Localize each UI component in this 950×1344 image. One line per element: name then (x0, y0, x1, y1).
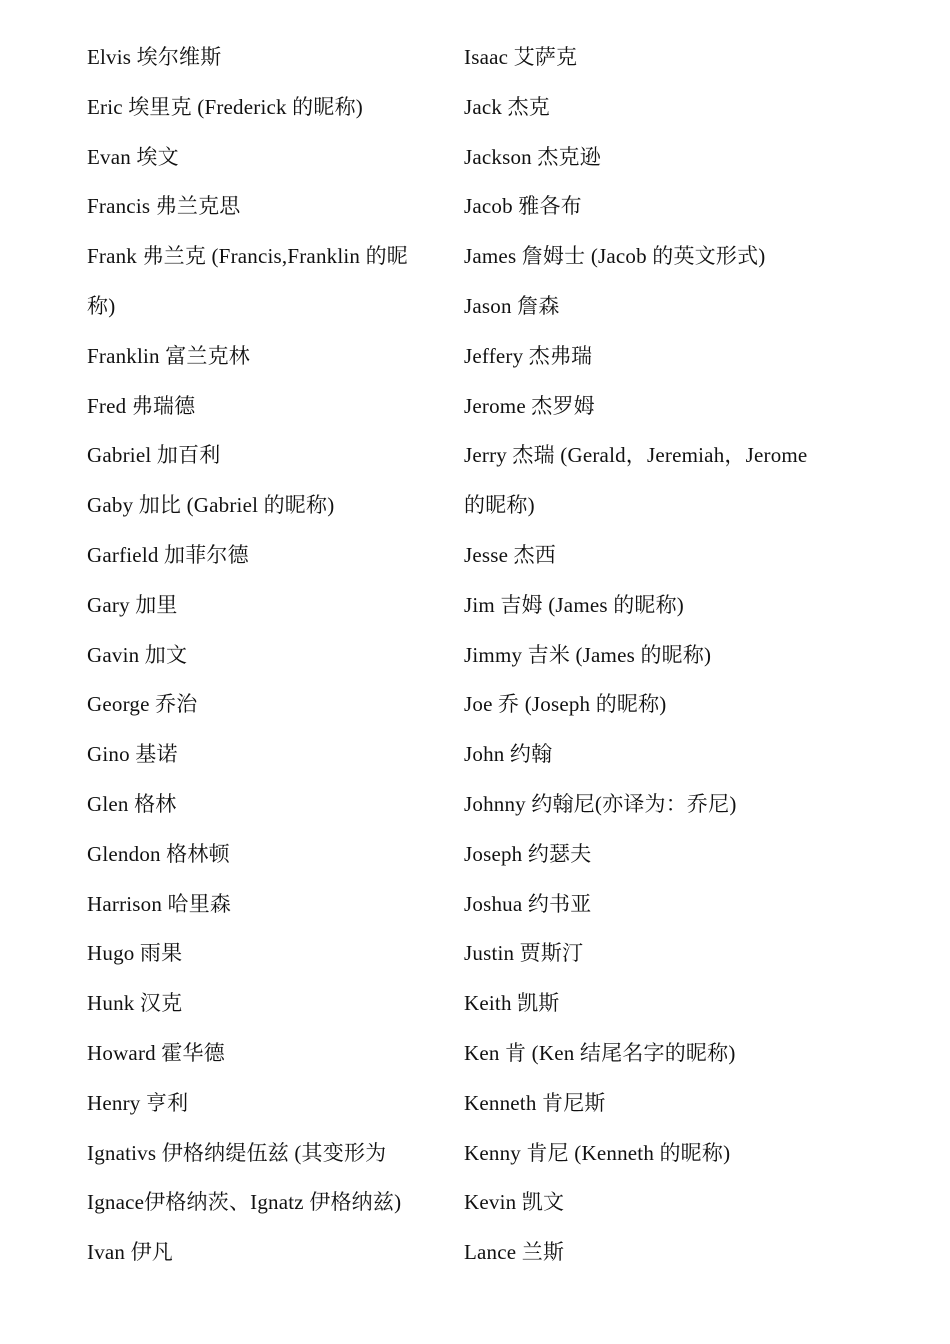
name-entry: Garfield 加菲尔德 (87, 542, 249, 567)
name-entry: Howard 霍华德 (87, 1040, 225, 1065)
name-entry: Fred 弗瑞德 (87, 393, 196, 418)
name-entry: 的昵称) (464, 493, 535, 518)
name-entry: Kenneth 肯尼斯 (464, 1090, 606, 1115)
name-entry: Gabriel 加百利 (87, 443, 221, 468)
name-entry: Elvis 埃尔维斯 (87, 45, 222, 69)
name-entry: Jacob 雅各布 (464, 194, 582, 219)
name-entry: Jason 詹森 (464, 293, 560, 318)
name-entry: Hugo 雨果 (87, 941, 183, 966)
name-entry: Jimmy 吉米 (James 的昵称) (464, 642, 712, 667)
name-entry: Jesse 杰西 (464, 542, 557, 567)
name-entry: Kevin 凯文 (464, 1190, 565, 1215)
name-entry: Joshua 约书亚 (464, 891, 592, 916)
name-entry: Ivan 伊凡 (87, 1240, 173, 1265)
name-entry: Franklin 富兰克林 (87, 343, 251, 368)
name-entry: 称) (87, 293, 116, 318)
name-entry: Hunk 汉克 (87, 991, 183, 1016)
name-entry: Frank 弗兰克 (Francis,Franklin 的昵 (87, 244, 408, 269)
name-entry: Evan 埃文 (87, 144, 179, 169)
name-entry: Justin 贾斯汀 (464, 941, 584, 966)
name-entry: Ken 肯 (Ken 结尾名字的昵称) (464, 1040, 736, 1065)
name-entry: Gaby 加比 (Gabriel 的昵称) (87, 493, 335, 518)
name-entry: Jerome 杰罗姆 (464, 393, 595, 418)
name-entry: Gary 加里 (87, 592, 178, 617)
name-entry: Henry 亨利 (87, 1090, 189, 1115)
name-entry: Glendon 格林顿 (87, 841, 230, 866)
name-entry: Johnny 约翰尼(亦译为：乔尼) (464, 791, 737, 816)
name-entry: Jeffery 杰弗瑞 (464, 343, 593, 368)
name-entry: Kenny 肯尼 (Kenneth 的昵称) (464, 1140, 731, 1165)
name-entry: James 詹姆士 (Jacob 的英文形式) (464, 244, 766, 269)
right-name-column (464, 33, 824, 1278)
name-entry: Jerry 杰瑞 (Gerald，Jeremiah，Jerome (464, 443, 808, 468)
name-entry: Jack 杰克 (464, 94, 550, 119)
name-entry: Gavin 加文 (87, 642, 188, 667)
name-entry: Eric 埃里克 (Frederick 的昵称) (87, 94, 363, 119)
name-entry: Ignativs 伊格纳缇伍兹 (其变形为 (87, 1140, 387, 1165)
name-entry: Jim 吉姆 (James 的昵称) (464, 592, 684, 617)
name-entry: Keith 凯斯 (464, 991, 560, 1016)
name-entry: Joe 乔 (Joseph 的昵称) (464, 692, 667, 717)
name-entry: Gino 基诺 (87, 742, 178, 767)
name-entry: George 乔治 (87, 692, 198, 717)
name-entry: Francis 弗兰克思 (87, 194, 241, 219)
left-name-column (87, 33, 437, 1278)
name-entry: Joseph 约瑟夫 (464, 841, 592, 866)
name-entry: Harrison 哈里森 (87, 891, 232, 916)
name-entry: Isaac 艾萨克 (464, 45, 578, 69)
name-entry: Ignace伊格纳茨、Ignatz 伊格纳兹) (87, 1190, 402, 1215)
name-entry: John 约翰 (464, 742, 553, 767)
name-entry: Glen 格林 (87, 791, 177, 816)
name-entry: Lance 兰斯 (464, 1240, 565, 1265)
name-entry: Jackson 杰克逊 (464, 144, 601, 169)
